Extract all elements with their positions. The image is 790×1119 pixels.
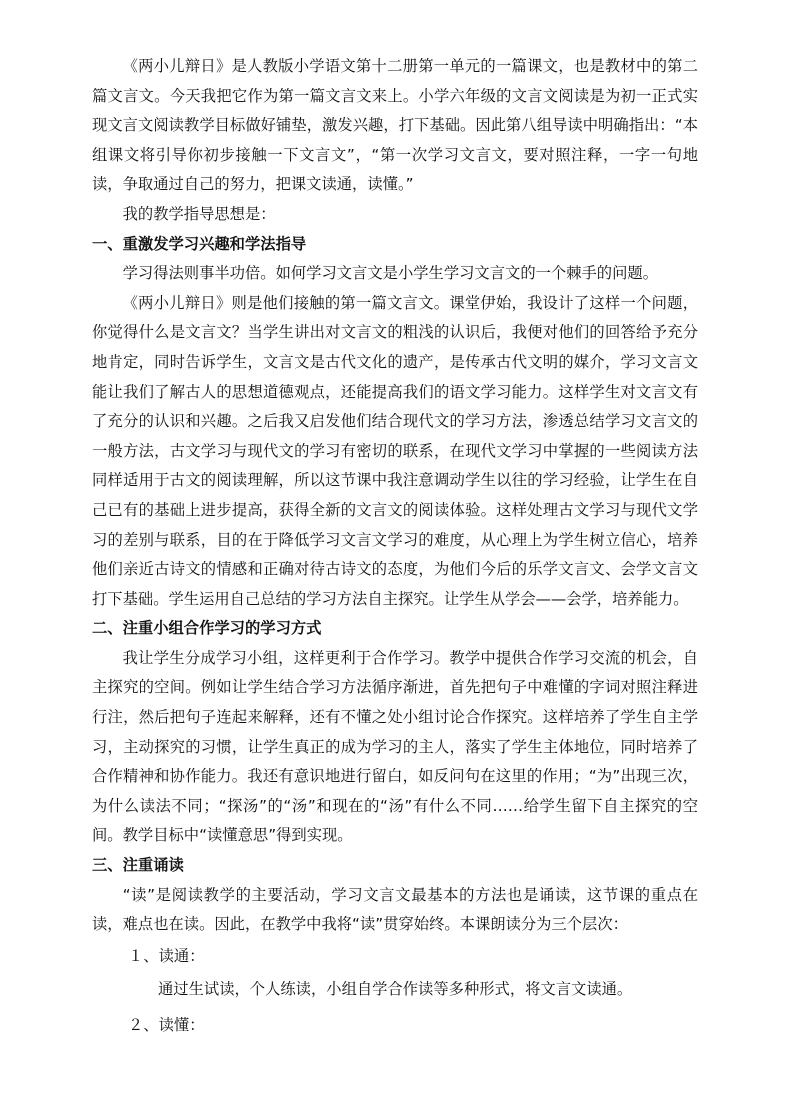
subsection-2-title: ２、读懂：: [128, 1016, 205, 1034]
section-heading-3: 三、注重诵读: [92, 856, 184, 875]
section-heading-2: 二、注重小组合作学习的学习方式: [92, 619, 322, 638]
intro-paragraph: 《两小儿辩日》是人教版小学语文第十二册第一单元的一篇课文，也是教材中的第二篇文言文。今天我把它作为第一篇文言文来上。小学六年级的文言文阅读是为初一正式实现文言文阅读教学目标做好铺垫，激发兴趣，打下基础。因此第八组导读中明确指出：“本组课文将引导你初步接触一下文言文”，“第一次学习文言文，要对照注释，一字一句地读，争取通过自己的努力，把课文读通，读懂。”: [92, 57, 698, 194]
section-2-paragraph: 我让学生分成学习小组，这样更利于合作学习。教学中提供合作学习交流的机会，自主探究的空间。例如让学生结合学习方法循序渐进，首先把句子中难懂的字词对照注释进行注，然后把句子连起来解释，还有不懂之处小组讨论合作探究。这样培养了学生自主学习，主动探究的习惯，让学生真正的成为学习的主人，落实了学生主体地位，同时培养了合作精神和协作能力。我还有意识地进行留白，如反问句在这里的作用；“为”出现三次，为什么读法不同；“探汤”的“汤”和现在的“汤”有什么不同……给学生留下自主探究的空间。教学目标中“读懂意思”得到实现。: [92, 648, 698, 845]
section-heading-1: 一、重激发学习兴趣和学法指导: [92, 234, 307, 253]
guiding-thought-line: 我的教学指导思想是：: [122, 204, 276, 223]
document-body: [92, 52, 698, 1041]
section-3-paragraph: “读”是阅读教学的主要活动，学习文言文最基本的方法也是诵读，这节课的重点在读，难点也在读。因此，在教学中我将“读”贯穿始终。本课朗读分为三个层次：: [92, 885, 698, 934]
subsection-1-text: 通过生试读，个人练读，小组自学合作读等多种形式，将文言文读通。: [158, 980, 633, 999]
subsection-1-title: １、读通：: [128, 946, 205, 965]
section-1-paragraph-1: 学习得法则事半功倍。如何学习文言文是小学生学习文言文的一个棘手的问题。: [122, 264, 658, 283]
section-1-paragraph-2: 《两小儿辩日》则是他们接触的第一篇文言文。课堂伊始，我设计了这样一个问题，你觉得什么是文言文？当学生讲出对文言文的粗浅的认识后，我便对他们的回答给予充分地肯定，同时告诉学生，文言文是古代文化的遗产，是传承古代文明的媒介，学习文言文能让我们了解古人的思想道德观点，还能提高我们的语文学习能力。这样学生对文言文有了充分的认识和兴趣。之后我又启发他们结合现代文的学习方法，渗透总结学习文言文的一般方法，古文学习与现代文的学习有密切的联系，在现代文学习中掌握的一些阅读方法同样适用于古文的阅读理解，所以这节课中我注意调动学生以往的学习经验，让学生在自己已有的基础上进步提高，获得全新的文言文的阅读体验。这样处理古文学习与现代文学习的差别与联系，目的在于降低学习文言文学习的难度，从心理上为学生树立信心，培养他们亲近古诗文的情感和正确对待古诗文的态度，为他们今后的乐学文言文、会学文言文打下基础。学生运用自己总结的学习方法自主探究。让学生从学会——会学，培养能力。: [92, 293, 698, 608]
